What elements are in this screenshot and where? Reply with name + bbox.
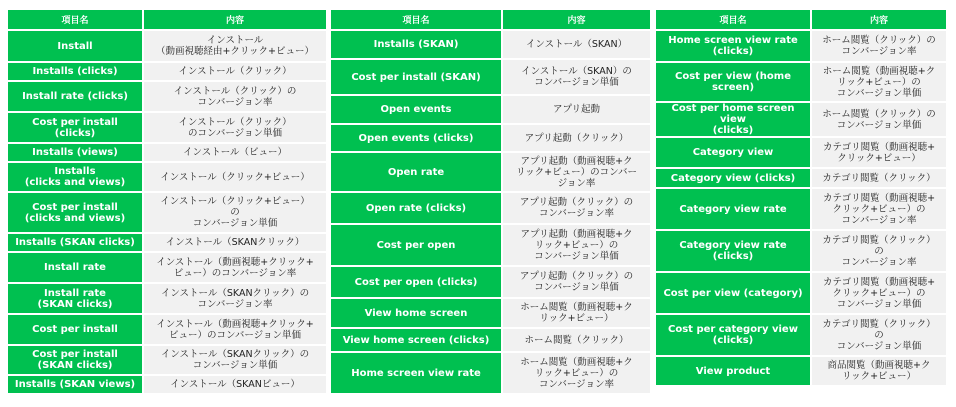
metrics-table-2 — [331, 8, 650, 395]
metric-description: インストール（SKAN） — [503, 31, 650, 58]
metric-description: インストール（クリック）の コンバージョン率 — [144, 82, 326, 111]
metric-description: アプリ起動 — [503, 96, 650, 123]
metric-description: カテゴリ閲覧（クリック） — [812, 169, 946, 187]
table-row — [656, 231, 946, 271]
metric-name: Install rate (SKAN clicks) — [8, 284, 144, 313]
metric-name: View product — [656, 357, 812, 385]
metric-description: カテゴリ閲覧（クリック） の コンバージョン率 — [812, 231, 946, 271]
header-item-name: 項目名 — [331, 10, 503, 29]
metric-name: Installs (SKAN views) — [8, 376, 144, 393]
metric-description: ホーム閲覧（動画視聴+ク リック+ビュー） — [503, 299, 650, 327]
metric-name: Cost per install (SKAN) — [331, 60, 503, 94]
metric-name: Cost per open — [331, 225, 503, 265]
table-row — [331, 31, 650, 58]
metric-description: インストール（クリック） のコンバージョン単価 — [144, 113, 326, 142]
table-row — [8, 144, 326, 161]
table-row — [8, 163, 326, 191]
metric-name: Open events (clicks) — [331, 125, 503, 151]
metric-description: インストール（クリック+ビュー） — [144, 163, 326, 191]
metric-name: Cost per install (SKAN clicks) — [8, 346, 144, 374]
metric-description: カテゴリ閲覧（動画視聴+ クリック+ビュー）の コンバージョン単価 — [812, 273, 946, 313]
metric-description: アプリ起動（動画視聴+ク リック+ビュー）のコンバー ジョン率 — [503, 153, 650, 191]
table-row — [656, 169, 946, 187]
table-row — [8, 193, 326, 232]
metric-name: Cost per open (clicks) — [331, 267, 503, 297]
metric-name: View home screen (clicks) — [331, 329, 503, 351]
metric-description: カテゴリ閲覧（動画視聴+ クリック+ビュー） — [812, 138, 946, 167]
table-row — [656, 273, 946, 313]
header-content: 内容 — [503, 10, 650, 29]
metric-description: インストール（SKANクリック） — [144, 234, 326, 251]
metric-description: インストール（SKANビュー） — [144, 376, 326, 393]
table-row — [331, 153, 650, 191]
header-content: 内容 — [812, 10, 946, 29]
header-item-name: 項目名 — [8, 10, 144, 29]
table-row — [331, 60, 650, 94]
metric-description: インストール（クリック） — [144, 63, 326, 80]
header-row — [8, 10, 326, 29]
metric-description: アプリ起動（クリック） — [503, 125, 650, 151]
metric-description: カテゴリ閲覧（クリック） の コンバージョン単価 — [812, 315, 946, 355]
table-row — [656, 103, 946, 136]
table-row — [331, 329, 650, 351]
metric-name: Install rate (clicks) — [8, 82, 144, 111]
metric-name: Home screen view rate (clicks) — [656, 31, 812, 61]
table-row — [656, 357, 946, 385]
table-row — [656, 138, 946, 167]
metric-description: ホーム閲覧（クリック） — [503, 329, 650, 351]
metric-description: 商品閲覧（動画視聴+ク リック+ビュー） — [812, 357, 946, 385]
metric-name: Cost per category view (clicks) — [656, 315, 812, 355]
metric-name: Installs (views) — [8, 144, 144, 161]
metric-description: ホーム閲覧（クリック）の コンバージョン単価 — [812, 103, 946, 136]
metric-name: View home screen — [331, 299, 503, 327]
table-row — [656, 31, 946, 61]
table-row — [8, 31, 326, 61]
metric-name: Open events — [331, 96, 503, 123]
table-row — [8, 376, 326, 393]
metric-name: Installs (SKAN clicks) — [8, 234, 144, 251]
metric-name: Install — [8, 31, 144, 61]
metric-name: Install rate — [8, 253, 144, 282]
table-row — [8, 284, 326, 313]
table-row — [656, 315, 946, 355]
table-row — [331, 299, 650, 327]
metric-name: Installs (SKAN) — [331, 31, 503, 58]
table-row — [331, 267, 650, 297]
metric-name: Cost per view (category) — [656, 273, 812, 313]
metric-name: Home screen view rate — [331, 353, 503, 393]
metric-name: Cost per install — [8, 315, 144, 344]
header-item-name: 項目名 — [656, 10, 812, 29]
metric-name: Cost per install (clicks) — [8, 113, 144, 142]
metric-name: Open rate — [331, 153, 503, 191]
metric-name: Category view rate (clicks) — [656, 231, 812, 271]
metric-description: カテゴリ閲覧（動画視聴+ クリック+ビュー）の コンバージョン率 — [812, 189, 946, 229]
metric-description: インストール（SKANクリック）の コンバージョン率 — [144, 284, 326, 313]
metric-name: Installs (clicks and views) — [8, 163, 144, 191]
metric-description: インストール（動画視聴+クリック+ ビュー）のコンバージョン単価 — [144, 315, 326, 344]
metric-description: インストール（ビュー） — [144, 144, 326, 161]
metric-description: インストール （動画視聴経由+クリック+ビュー） — [144, 31, 326, 61]
table-row — [656, 63, 946, 101]
header-row — [656, 10, 946, 29]
metric-name: Category view — [656, 138, 812, 167]
metric-description: インストール（動画視聴+クリック+ ビュー）のコンバージョン率 — [144, 253, 326, 282]
metric-description: アプリ起動（動画視聴+ク リック+ビュー）の コンバージョン単価 — [503, 225, 650, 265]
table-row — [8, 253, 326, 282]
metric-description: ホーム閲覧（クリック）の コンバージョン率 — [812, 31, 946, 61]
table-row — [8, 315, 326, 344]
table-row — [331, 96, 650, 123]
metric-name: Cost per view (home screen) — [656, 63, 812, 101]
metric-name: Category view rate — [656, 189, 812, 229]
metric-description: アプリ起動（クリック）の コンバージョン単価 — [503, 267, 650, 297]
header-row — [331, 10, 650, 29]
metric-name: Open rate (clicks) — [331, 193, 503, 223]
table-row — [8, 113, 326, 142]
header-content: 内容 — [144, 10, 326, 29]
table-row — [8, 234, 326, 251]
table-row — [8, 82, 326, 111]
table-row — [656, 189, 946, 229]
metric-name: Cost per home screen view (clicks) — [656, 103, 812, 136]
table-row — [8, 63, 326, 80]
metric-description: アプリ起動（クリック）の コンバージョン率 — [503, 193, 650, 223]
table-row — [331, 353, 650, 393]
table-row — [331, 125, 650, 151]
table-row — [331, 193, 650, 223]
table-row — [331, 225, 650, 265]
metric-name: Installs (clicks) — [8, 63, 144, 80]
metric-description: ホーム閲覧（動画視聴+ク リック+ビュー）の コンバージョン単価 — [812, 63, 946, 101]
metric-description: インストール（クリック+ビュー） の コンバージョン単価 — [144, 193, 326, 232]
table-row — [8, 346, 326, 374]
metrics-table-3 — [656, 8, 946, 387]
metric-description: インストール（SKAN）の コンバージョン単価 — [503, 60, 650, 94]
metrics-table-1 — [8, 8, 326, 395]
metric-name: Cost per install (clicks and views) — [8, 193, 144, 232]
metric-description: ホーム閲覧（動画視聴+ク リック+ビュー）の コンバージョン率 — [503, 353, 650, 393]
metric-name: Category view (clicks) — [656, 169, 812, 187]
metric-description: インストール（SKANクリック）の コンバージョン単価 — [144, 346, 326, 374]
